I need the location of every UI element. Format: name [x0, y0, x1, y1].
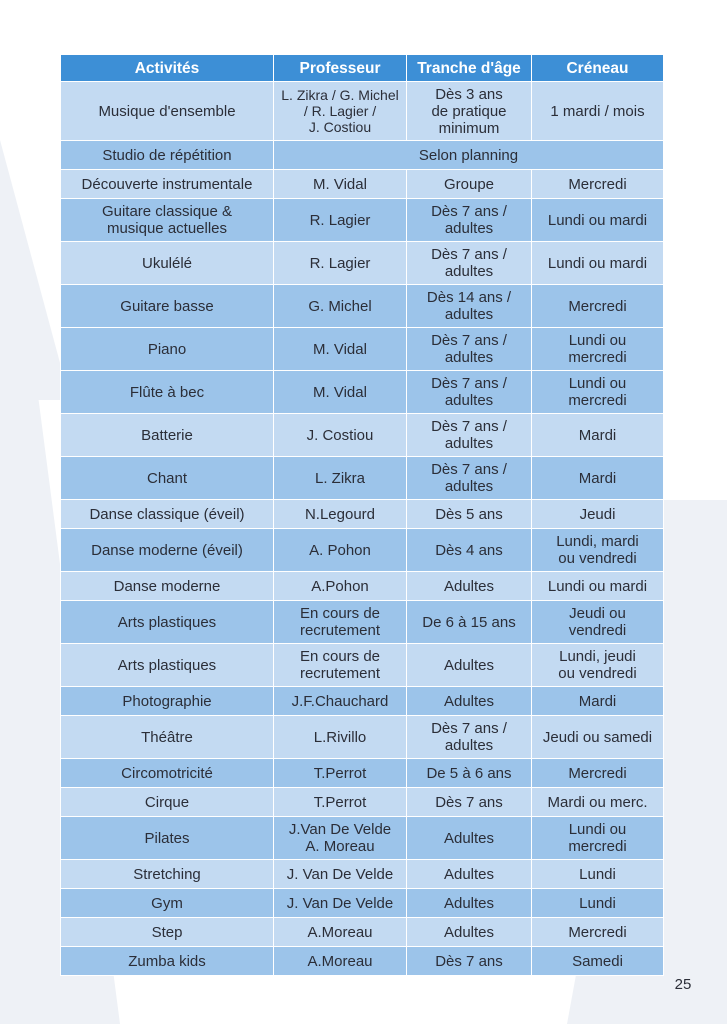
cell-line: Adultes — [443, 894, 495, 912]
activity-cell: Pilates — [61, 817, 274, 860]
activity-cell: Danse moderne (éveil) — [61, 529, 274, 572]
activity-cell: Stretching — [61, 860, 274, 889]
cell-line: Lundi — [579, 865, 616, 883]
activity-cell: Flûte à bec — [61, 371, 274, 414]
cell-line: J.Van De Velde — [288, 821, 392, 838]
cell-line: Mercredi — [568, 923, 627, 941]
merged-cell: Selon planning — [274, 141, 664, 170]
schedule-cell — [532, 860, 664, 889]
cell-line: R. Lagier — [309, 211, 371, 229]
table-row — [61, 716, 664, 759]
cell-line: De 6 à 15 ans — [422, 613, 516, 631]
cell-line: Adultes — [443, 656, 495, 674]
teacher-cell — [274, 817, 407, 860]
teacher-cell — [274, 759, 407, 788]
cell-line: M. Vidal — [313, 383, 367, 401]
cell-line: Jeudi ou samedi — [542, 728, 653, 746]
age-cell — [407, 687, 532, 716]
age-cell — [407, 500, 532, 529]
cell-line: Lundi ou mardi — [547, 254, 648, 272]
age-cell — [407, 947, 532, 976]
header-creneau: Créneau — [532, 55, 664, 82]
cell-line: Dès 5 ans — [435, 505, 503, 523]
cell-line: T.Perrot — [313, 793, 367, 811]
activity-cell: Découverte instrumentale — [61, 170, 274, 199]
teacher-cell — [274, 889, 407, 918]
age-cell — [407, 328, 532, 371]
teacher-cell — [274, 500, 407, 529]
age-cell — [407, 414, 532, 457]
cell-line: mercredi — [568, 349, 627, 366]
cell-line: N.Legourd — [304, 505, 376, 523]
schedule-cell — [532, 529, 664, 572]
cell-line: Dès 7 ans / — [431, 461, 507, 478]
cell-line: vendredi — [568, 622, 627, 639]
table-row — [61, 860, 664, 889]
cell-line: recrutement — [299, 665, 381, 682]
cell-line: adultes — [444, 263, 494, 280]
teacher-cell — [274, 788, 407, 817]
cell-line: M. Vidal — [313, 175, 367, 193]
cell-line: recrutement — [299, 622, 381, 639]
cell-line: Jeudi — [579, 505, 616, 523]
table-row — [61, 947, 664, 976]
cell-line: L. Zikra / G. Michel — [281, 87, 399, 103]
cell-line: R. Lagier — [309, 254, 371, 272]
teacher-cell — [274, 199, 407, 242]
table-row — [61, 371, 664, 414]
cell-line: adultes — [444, 306, 494, 323]
teacher-cell — [274, 328, 407, 371]
table-row — [61, 285, 664, 328]
schedule-cell — [532, 716, 664, 759]
teacher-cell — [274, 529, 407, 572]
activity-cell: Danse moderne — [61, 572, 274, 601]
cell-line: Dès 14 ans / — [426, 289, 512, 306]
schedule-cell — [532, 82, 664, 141]
teacher-cell — [274, 371, 407, 414]
schedule-cell — [532, 199, 664, 242]
age-cell — [407, 644, 532, 687]
table-row — [61, 788, 664, 817]
age-cell — [407, 889, 532, 918]
cell-line: Jeudi ou — [569, 605, 626, 622]
teacher-cell — [274, 242, 407, 285]
cell-line: En cours de — [299, 605, 381, 622]
cell-line: ou vendredi — [558, 665, 637, 682]
cell-line: Dès 3 ans — [435, 85, 503, 103]
activity-cell: Arts plastiques — [61, 601, 274, 644]
cell-line: Lundi ou — [568, 821, 627, 838]
table-row — [61, 414, 664, 457]
activity-cell: Step — [61, 918, 274, 947]
teacher-cell — [274, 687, 407, 716]
schedule-cell — [532, 572, 664, 601]
cell-line: adultes — [444, 478, 494, 495]
cell-line: Dès 7 ans — [435, 952, 503, 970]
cell-line: Lundi ou mardi — [547, 577, 648, 595]
schedule-cell — [532, 889, 664, 918]
age-cell — [407, 242, 532, 285]
activity-cell: Zumba kids — [61, 947, 274, 976]
cell-line: mercredi — [568, 838, 627, 855]
schedule-cell — [532, 788, 664, 817]
age-cell — [407, 371, 532, 414]
cell-line: Lundi, mardi — [556, 533, 639, 550]
cell-line: Dès 7 ans / — [431, 418, 507, 435]
table-row — [61, 601, 664, 644]
activity-cell: Batterie — [61, 414, 274, 457]
cell-line: Dès 7 ans — [435, 793, 503, 811]
cell-line: J. Van De Velde — [286, 894, 394, 912]
schedule-cell — [532, 759, 664, 788]
table-body — [61, 82, 664, 976]
table-row — [61, 457, 664, 500]
table-row — [61, 82, 664, 141]
schedule-cell — [532, 644, 664, 687]
table-header-row — [61, 55, 664, 82]
schedule-cell — [532, 601, 664, 644]
table-row — [61, 759, 664, 788]
activity-cell: Ukulélé — [61, 242, 274, 285]
cell-line: Mardi ou merc. — [547, 793, 648, 811]
teacher-cell — [274, 414, 407, 457]
cell-line: J. Costiou — [308, 119, 372, 135]
table-row — [61, 889, 664, 918]
age-cell — [407, 199, 532, 242]
cell-line: Dès 4 ans — [435, 541, 503, 559]
teacher-cell — [274, 860, 407, 889]
cell-line: / R. Lagier / — [303, 103, 377, 119]
schedule-cell — [532, 918, 664, 947]
table-row — [61, 817, 664, 860]
age-cell — [407, 572, 532, 601]
activity-cell: Piano — [61, 328, 274, 371]
cell-line: J. Costiou — [306, 426, 374, 444]
schedule-cell — [532, 242, 664, 285]
cell-line: A. Pohon — [309, 541, 371, 559]
cell-line: A.Moreau — [307, 952, 373, 970]
cell-line: Mercredi — [568, 175, 627, 193]
cell-line: J.F.Chauchard — [291, 692, 389, 710]
activities-table — [60, 54, 664, 976]
activity-cell: Musique d'ensemble — [61, 82, 274, 141]
cell-line: adultes — [444, 220, 494, 237]
cell-line: adultes — [444, 349, 494, 366]
teacher-cell — [274, 170, 407, 199]
schedule-cell — [532, 947, 664, 976]
cell-line: Mercredi — [568, 297, 627, 315]
cell-line: T.Perrot — [313, 764, 367, 782]
cell-line: Adultes — [443, 923, 495, 941]
cell-line: Dès 7 ans / — [431, 203, 507, 220]
table-row — [61, 141, 664, 170]
cell-line: adultes — [444, 435, 494, 452]
age-cell — [407, 285, 532, 328]
cell-line: Mercredi — [568, 764, 627, 782]
header-tranche-age: Tranche d'âge — [407, 55, 532, 82]
cell-line: Mardi — [578, 426, 617, 444]
teacher-cell — [274, 285, 407, 328]
age-cell — [407, 788, 532, 817]
table-row — [61, 500, 664, 529]
cell-line: En cours de — [299, 648, 381, 665]
activity-cell — [61, 199, 274, 242]
cell-line: Samedi — [572, 952, 623, 970]
activity-cell: Danse classique (éveil) — [61, 500, 274, 529]
cell-line: L. Zikra — [314, 469, 365, 487]
cell-line: ou vendredi — [558, 550, 637, 567]
cell-line: Dès 7 ans / — [431, 720, 507, 737]
cell-line: J. Van De Velde — [286, 865, 394, 883]
schedule-cell — [532, 414, 664, 457]
cell-line: musique actuelles — [106, 220, 228, 237]
teacher-cell — [274, 644, 407, 687]
activity-cell: Arts plastiques — [61, 644, 274, 687]
teacher-cell — [274, 572, 407, 601]
activity-cell: Chant — [61, 457, 274, 500]
cell-line: Guitare classique & — [101, 203, 233, 220]
schedule-cell — [532, 328, 664, 371]
activity-cell: Cirque — [61, 788, 274, 817]
cell-line: G. Michel — [308, 297, 372, 315]
table-row — [61, 644, 664, 687]
cell-line: A.Moreau — [307, 923, 373, 941]
cell-line: Dès 7 ans / — [431, 332, 507, 349]
cell-line: adultes — [444, 737, 494, 754]
cell-line: Dès 7 ans / — [431, 246, 507, 263]
table-row — [61, 199, 664, 242]
teacher-cell — [274, 918, 407, 947]
cell-line: adultes — [444, 392, 494, 409]
age-cell — [407, 82, 532, 141]
cell-line: Lundi ou mardi — [547, 211, 648, 229]
cell-line: A.Pohon — [311, 577, 369, 595]
cell-line: Adultes — [443, 692, 495, 710]
schedule-cell — [532, 371, 664, 414]
cell-line: minimum — [438, 119, 500, 137]
header-activites: Activités — [61, 55, 274, 82]
table-row — [61, 687, 664, 716]
table-row — [61, 572, 664, 601]
cell-line: Lundi ou — [568, 375, 627, 392]
age-cell — [407, 716, 532, 759]
cell-line: Mardi — [578, 692, 617, 710]
teacher-cell — [274, 947, 407, 976]
cell-line: Adultes — [443, 577, 495, 595]
age-cell — [407, 860, 532, 889]
cell-line: De 5 à 6 ans — [426, 764, 512, 782]
schedule-cell — [532, 170, 664, 199]
age-cell — [407, 170, 532, 199]
teacher-cell — [274, 601, 407, 644]
cell-line: M. Vidal — [313, 340, 367, 358]
table-row — [61, 918, 664, 947]
teacher-cell — [274, 457, 407, 500]
cell-line: Lundi, jeudi — [559, 648, 636, 665]
schedule-cell — [532, 457, 664, 500]
age-cell — [407, 918, 532, 947]
cell-line: A. Moreau — [305, 838, 375, 855]
activity-cell: Gym — [61, 889, 274, 918]
activity-cell: Studio de répétition — [61, 141, 274, 170]
cell-line: de pratique — [431, 102, 507, 120]
schedule-cell — [532, 687, 664, 716]
teacher-cell — [274, 716, 407, 759]
cell-line: Mardi — [578, 469, 617, 487]
cell-line: Groupe — [443, 175, 495, 193]
page-number: 25 — [674, 976, 692, 993]
schedule-cell — [532, 285, 664, 328]
cell-line: Lundi — [579, 894, 616, 912]
table-row — [61, 242, 664, 285]
cell-line: Dès 7 ans / — [431, 375, 507, 392]
age-cell — [407, 817, 532, 860]
activity-cell: Théâtre — [61, 716, 274, 759]
activity-cell: Circomotricité — [61, 759, 274, 788]
age-cell — [407, 457, 532, 500]
schedule-cell — [532, 500, 664, 529]
age-cell — [407, 529, 532, 572]
cell-line: L.Rivillo — [313, 728, 367, 746]
age-cell — [407, 601, 532, 644]
cell-line: 1 mardi / mois — [550, 102, 645, 120]
teacher-cell — [274, 82, 407, 141]
activity-cell: Guitare basse — [61, 285, 274, 328]
table-row — [61, 529, 664, 572]
header-professeur: Professeur — [274, 55, 407, 82]
cell-line: Adultes — [443, 865, 495, 883]
table-row — [61, 328, 664, 371]
cell-line: mercredi — [568, 392, 627, 409]
age-cell — [407, 759, 532, 788]
activity-cell: Photographie — [61, 687, 274, 716]
schedule-cell — [532, 817, 664, 860]
cell-line: Adultes — [443, 829, 495, 847]
cell-line: Lundi ou — [568, 332, 627, 349]
table-row — [61, 170, 664, 199]
